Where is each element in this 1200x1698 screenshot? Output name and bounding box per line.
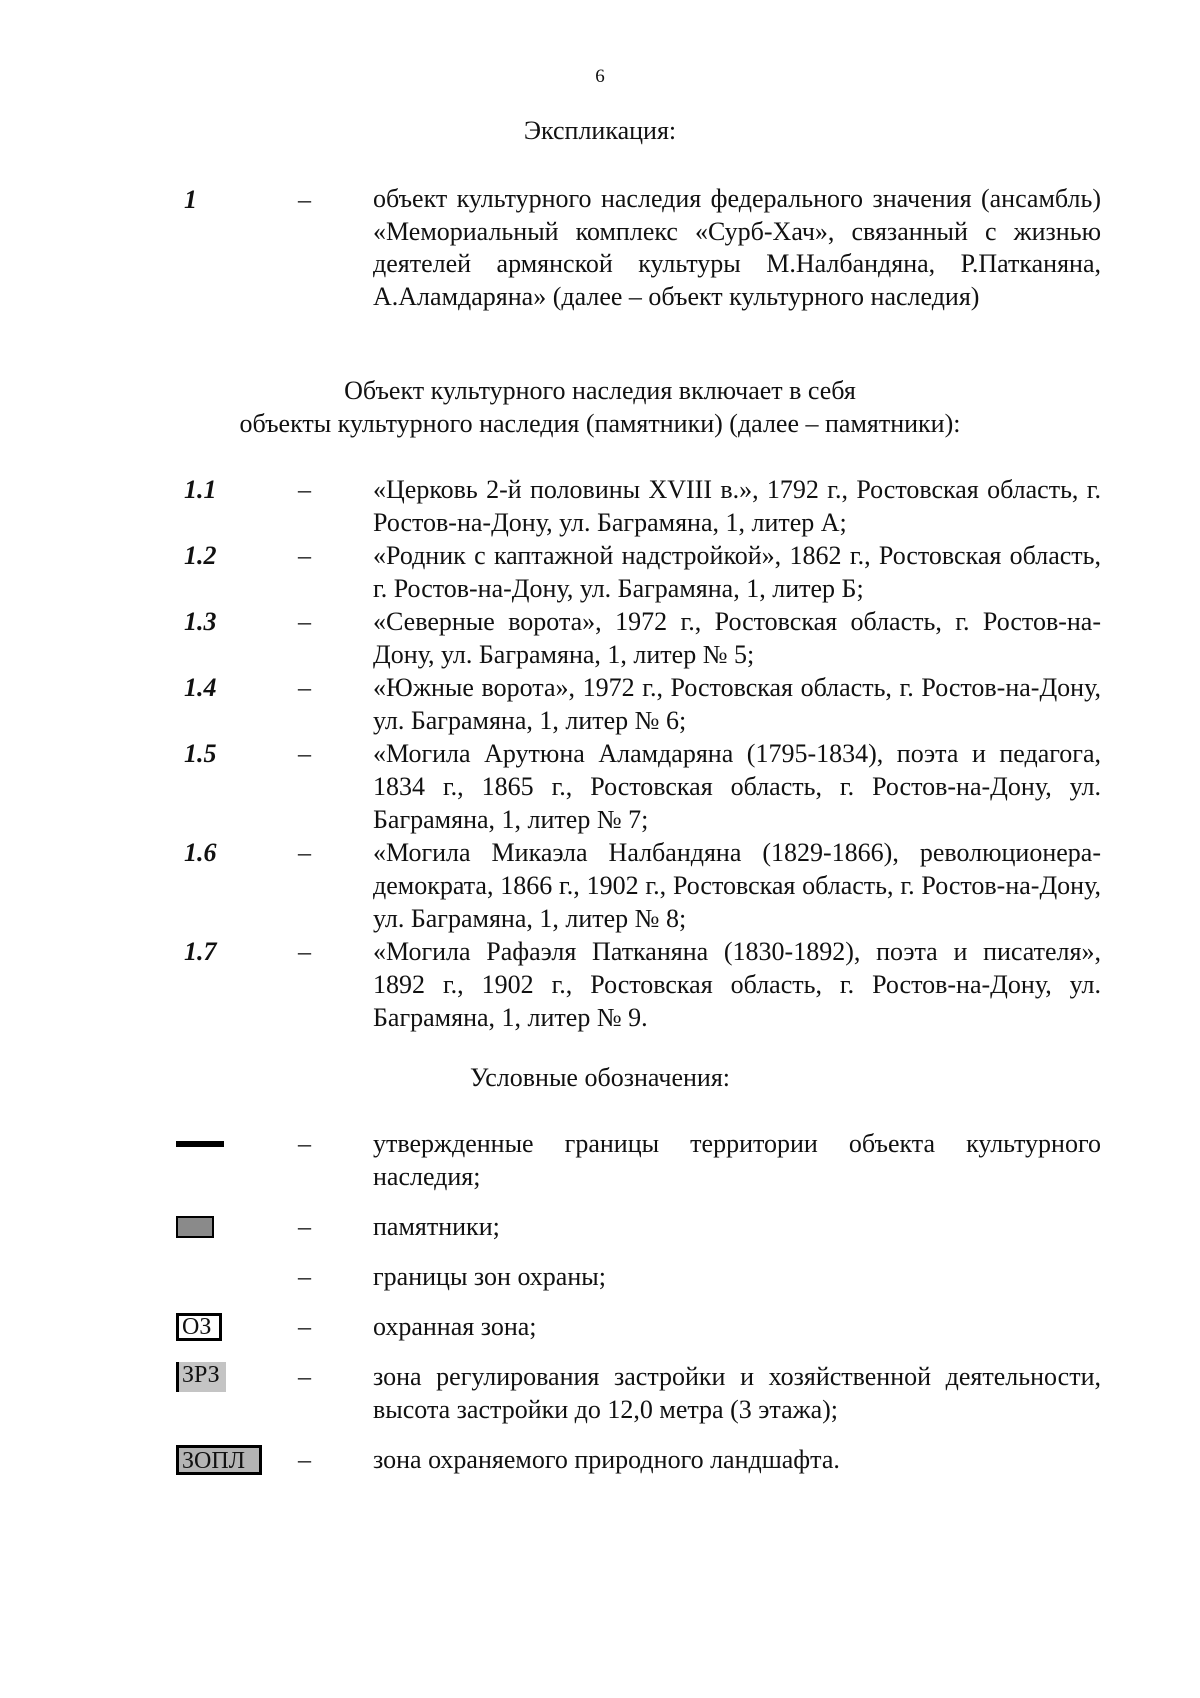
list-item bbox=[0, 183, 1200, 313]
legend-title: Условные обозначения: bbox=[469, 1063, 731, 1092]
includes-heading-line1: Объект культурного наследия включает в себя bbox=[344, 376, 856, 405]
item-text: «Могила Микаэла Налбандяна (1829-1866), революционера-демократа, 1866 г., 1902 г., Ростовская область, г. Ростов-на-Дону, ул. Баграмяна, 1, литер № 8; bbox=[373, 838, 1101, 933]
monument-box-symbol bbox=[176, 1216, 214, 1238]
item-number: 1.5 bbox=[184, 739, 217, 768]
item-text: «Северные ворота», 1972 г., Ростовская область, г. Ростов-на-Дону, ул. Баграмяна, 1, литер № 5; bbox=[373, 607, 1101, 669]
item-number: 1.3 bbox=[184, 607, 217, 636]
legend bbox=[0, 1127, 1200, 1493]
legend-item-boundary bbox=[0, 1127, 1200, 1193]
item-dash: – bbox=[298, 475, 311, 504]
item-dash: – bbox=[298, 937, 311, 966]
list-item bbox=[0, 935, 1200, 1034]
item-text: «Могила Арутюна Аламдаряна (1795-1834), поэта и педагога, 1834 г., 1865 г., Ростовская область, г. Ростов-на-Дону, ул. Баграмяна, 1, литер № 7; bbox=[373, 739, 1101, 834]
legend-dash: – bbox=[298, 1129, 311, 1158]
item-dash: – bbox=[298, 541, 311, 570]
legend-item-monuments bbox=[0, 1210, 1200, 1243]
landscape-zone-symbol: ЗОПЛ bbox=[176, 1445, 262, 1475]
item-number: 1 bbox=[184, 185, 197, 214]
legend-dash: – bbox=[298, 1312, 311, 1341]
item-number: 1.4 bbox=[184, 673, 217, 702]
legend-dash: – bbox=[298, 1262, 311, 1291]
legend-text: зона регулирования застройки и хозяйственной деятельности, высота застройки до 12,0 метра (3 этажа); bbox=[373, 1362, 1101, 1424]
list-item bbox=[0, 836, 1200, 935]
list-item bbox=[0, 671, 1200, 737]
explication-title: Экспликация: bbox=[523, 116, 677, 145]
protected-zone-symbol: ОЗ bbox=[176, 1313, 222, 1341]
main-item bbox=[0, 183, 1200, 313]
legend-text: границы зон охраны; bbox=[373, 1262, 606, 1291]
legend-item-protected-zone bbox=[0, 1310, 1200, 1343]
item-text: «Южные ворота», 1972 г., Ростовская область, г. Ростов-на-Дону, ул. Баграмяна, 1, литер № 6; bbox=[373, 673, 1101, 735]
list-item bbox=[0, 539, 1200, 605]
legend-text: зона охраняемого природного ландшафта. bbox=[373, 1445, 840, 1474]
item-text: «Могила Рафаэля Патканяна (1830-1892), поэта и писателя», 1892 г., 1902 г., Ростовская область, г. Ростов-на-Дону, ул. Баграмяна, 1, литер № 9. bbox=[373, 937, 1101, 1032]
includes-heading-line2: объекты культурного наследия (памятники) (далее – памятники): bbox=[239, 409, 961, 438]
item-dash: – bbox=[298, 838, 311, 867]
list-item bbox=[0, 473, 1200, 539]
item-text: «Родник с каптажной надстройкой», 1862 г., Ростовская область, г. Ростов-на-Дону, ул. Баграмяна, 1, литер Б; bbox=[373, 541, 1101, 603]
legend-dash: – bbox=[298, 1362, 311, 1391]
monuments-list bbox=[0, 473, 1200, 1034]
item-number: 1.6 bbox=[184, 838, 217, 867]
item-text: объект культурного наследия федерального значения (ансамбль) «Мемориальный комплекс «Сурб-Хач», связанный с жизнью деятелей армянской культуры М.Налбандяна, Р.Патканяна, А.Аламдаряна» (далее – объект культурного наследия) bbox=[373, 184, 1101, 311]
item-dash: – bbox=[298, 673, 311, 702]
legend-item-landscape-zone bbox=[0, 1443, 1200, 1476]
legend-text: утвержденные границы территории объекта культурного наследия; bbox=[373, 1129, 1101, 1191]
item-number: 1.2 bbox=[184, 541, 217, 570]
item-dash: – bbox=[298, 607, 311, 636]
boundary-line-symbol bbox=[176, 1141, 224, 1147]
page-number: 6 bbox=[595, 66, 605, 87]
list-item bbox=[0, 605, 1200, 671]
item-number: 1.7 bbox=[184, 937, 217, 966]
legend-dash: – bbox=[298, 1212, 311, 1241]
legend-dash: – bbox=[298, 1445, 311, 1474]
list-item bbox=[0, 737, 1200, 836]
item-dash: – bbox=[298, 185, 311, 214]
legend-text: охранная зона; bbox=[373, 1312, 537, 1341]
item-number: 1.1 bbox=[184, 475, 217, 504]
legend-text: памятники; bbox=[373, 1212, 500, 1241]
regulation-zone-symbol: ЗРЗ bbox=[176, 1362, 226, 1392]
item-text: «Церковь 2-й половины XVIII в.», 1792 г., Ростовская область, г. Ростов-на-Дону, ул. Баграмяна, 1, литер А; bbox=[373, 475, 1101, 537]
legend-item-zone-borders bbox=[0, 1260, 1200, 1293]
legend-item-regulation-zone bbox=[0, 1360, 1200, 1426]
item-dash: – bbox=[298, 739, 311, 768]
